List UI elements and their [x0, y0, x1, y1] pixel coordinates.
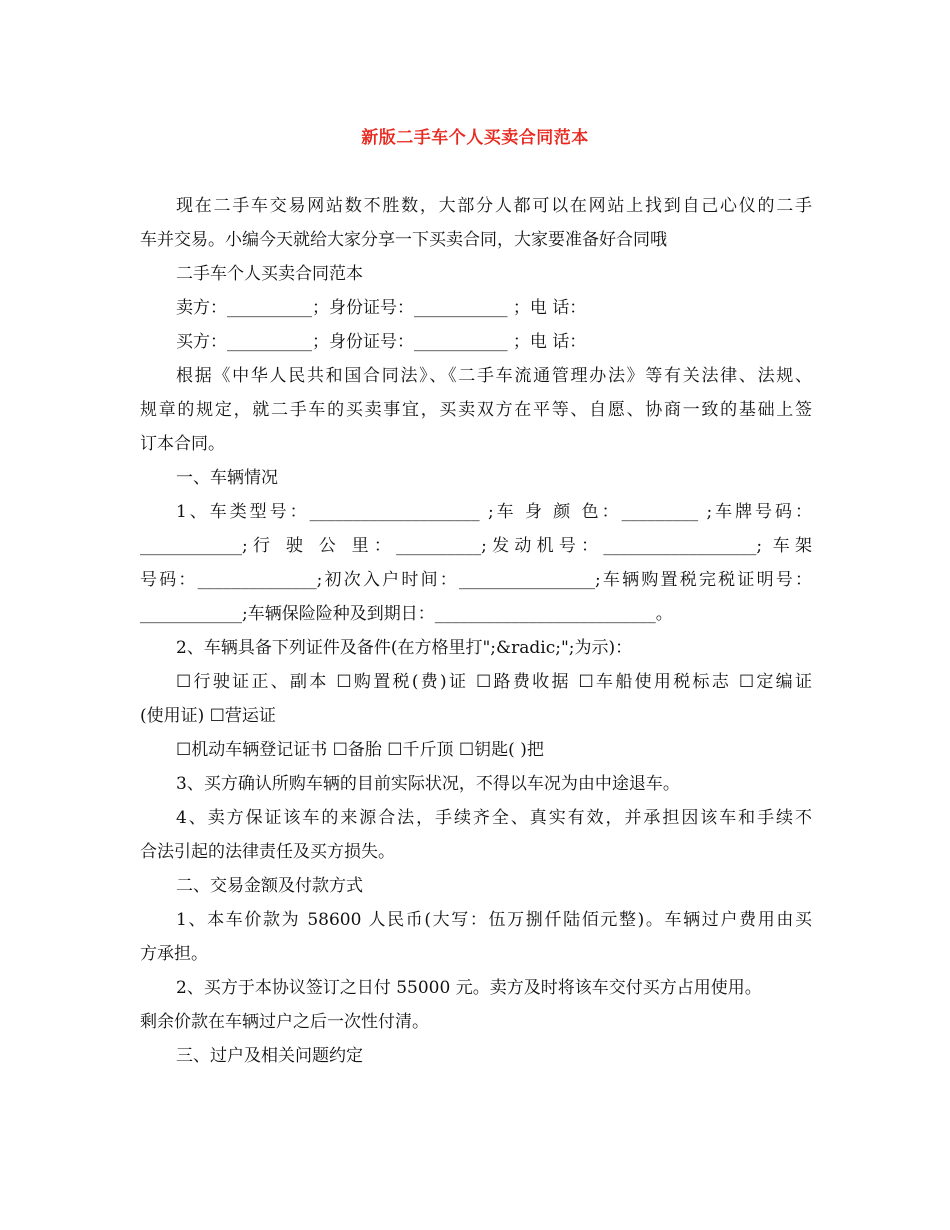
- vehicle-info-line-1: 1、车类型号：____________________ ;车 身 颜 色：_________ ;车牌号码：: [176, 502, 812, 522]
- vehicle-info-line-2: ____________;行 驶 公 里：__________;发动机号：__________________; 车架: [140, 536, 812, 556]
- clause-2-2-line-2: 剩余价款在车辆过户之后一次性付清。: [140, 1012, 429, 1032]
- clause-1-4-line-1: 4、卖方保证该车的来源合法，手续齐全、真实有效，并承担因该车和手续不: [176, 808, 812, 828]
- documents-heading: 2、车辆具备下列证件及备件(在方格里打";&radic;";为示)：: [176, 638, 633, 658]
- vehicle-info-line-4: ____________;车辆保险险种及到期日：__________________________。: [140, 604, 673, 624]
- section-1-heading: 一、车辆情况: [176, 468, 278, 488]
- preamble-line-2: 规章的规定，就二手车的买卖事宜，买卖双方在平等、自愿、协商一致的基础上签: [140, 400, 812, 420]
- seller-line: 卖方：__________；身份证号：___________ ；电 话：: [176, 298, 587, 318]
- vehicle-info-line-3: 号码：______________;初次入户时间：________________;车辆购置税完税证明号：: [140, 570, 812, 590]
- document-title: 新版二手车个人买卖合同范本: [361, 128, 589, 148]
- section-2-heading: 二、交易金额及付款方式: [176, 876, 363, 896]
- document-body: [140, 189, 812, 1073]
- contract-subtitle: 二手车个人买卖合同范本: [176, 264, 363, 284]
- clause-2-2-line-1: 2、买方于本协议签订之日付 55000 元。卖方及时将该车交付买方占用使用。: [176, 978, 762, 998]
- preamble-line-3: 订本合同。: [140, 434, 225, 454]
- checkbox-line-3: ☐机动车辆登记证书 ☐备胎 ☐千斤顶 ☐钥匙( )把: [176, 740, 544, 760]
- clause-2-1-line-2: 方承担。: [140, 944, 208, 964]
- buyer-line: 买方：__________；身份证号：___________ ；电 话：: [176, 332, 587, 352]
- section-3-heading: 三、过户及相关问题约定: [176, 1046, 363, 1066]
- clause-1-4-line-2: 合法引起的法律责任及买方损失。: [140, 842, 395, 862]
- checkbox-line-1: ☐行驶证正、副本 ☐购置税(费)证 ☐路费收据 ☐车船使用税标志 ☐定编证: [176, 672, 812, 692]
- intro-line-2: 车并交易。小编今天就给大家分享一下买卖合同，大家要准备好合同哦: [140, 230, 667, 250]
- clause-2-1-line-1: 1、本车价款为 58600 人民币(大写：伍万捌仟陆佰元整)。车辆过户费用由买: [176, 910, 812, 930]
- preamble-line-1: 根据《中华人民共和国合同法》、《二手车流通管理办法》等有关法律、法规、: [176, 366, 812, 386]
- intro-line-1: 现在二手车交易网站数不胜数，大部分人都可以在网站上找到自己心仪的二手: [176, 196, 812, 216]
- clause-1-3: 3、买方确认所购车辆的目前实际状况，不得以车况为由中途退车。: [176, 774, 680, 794]
- checkbox-line-2: (使用证) ☐营运证: [140, 706, 276, 726]
